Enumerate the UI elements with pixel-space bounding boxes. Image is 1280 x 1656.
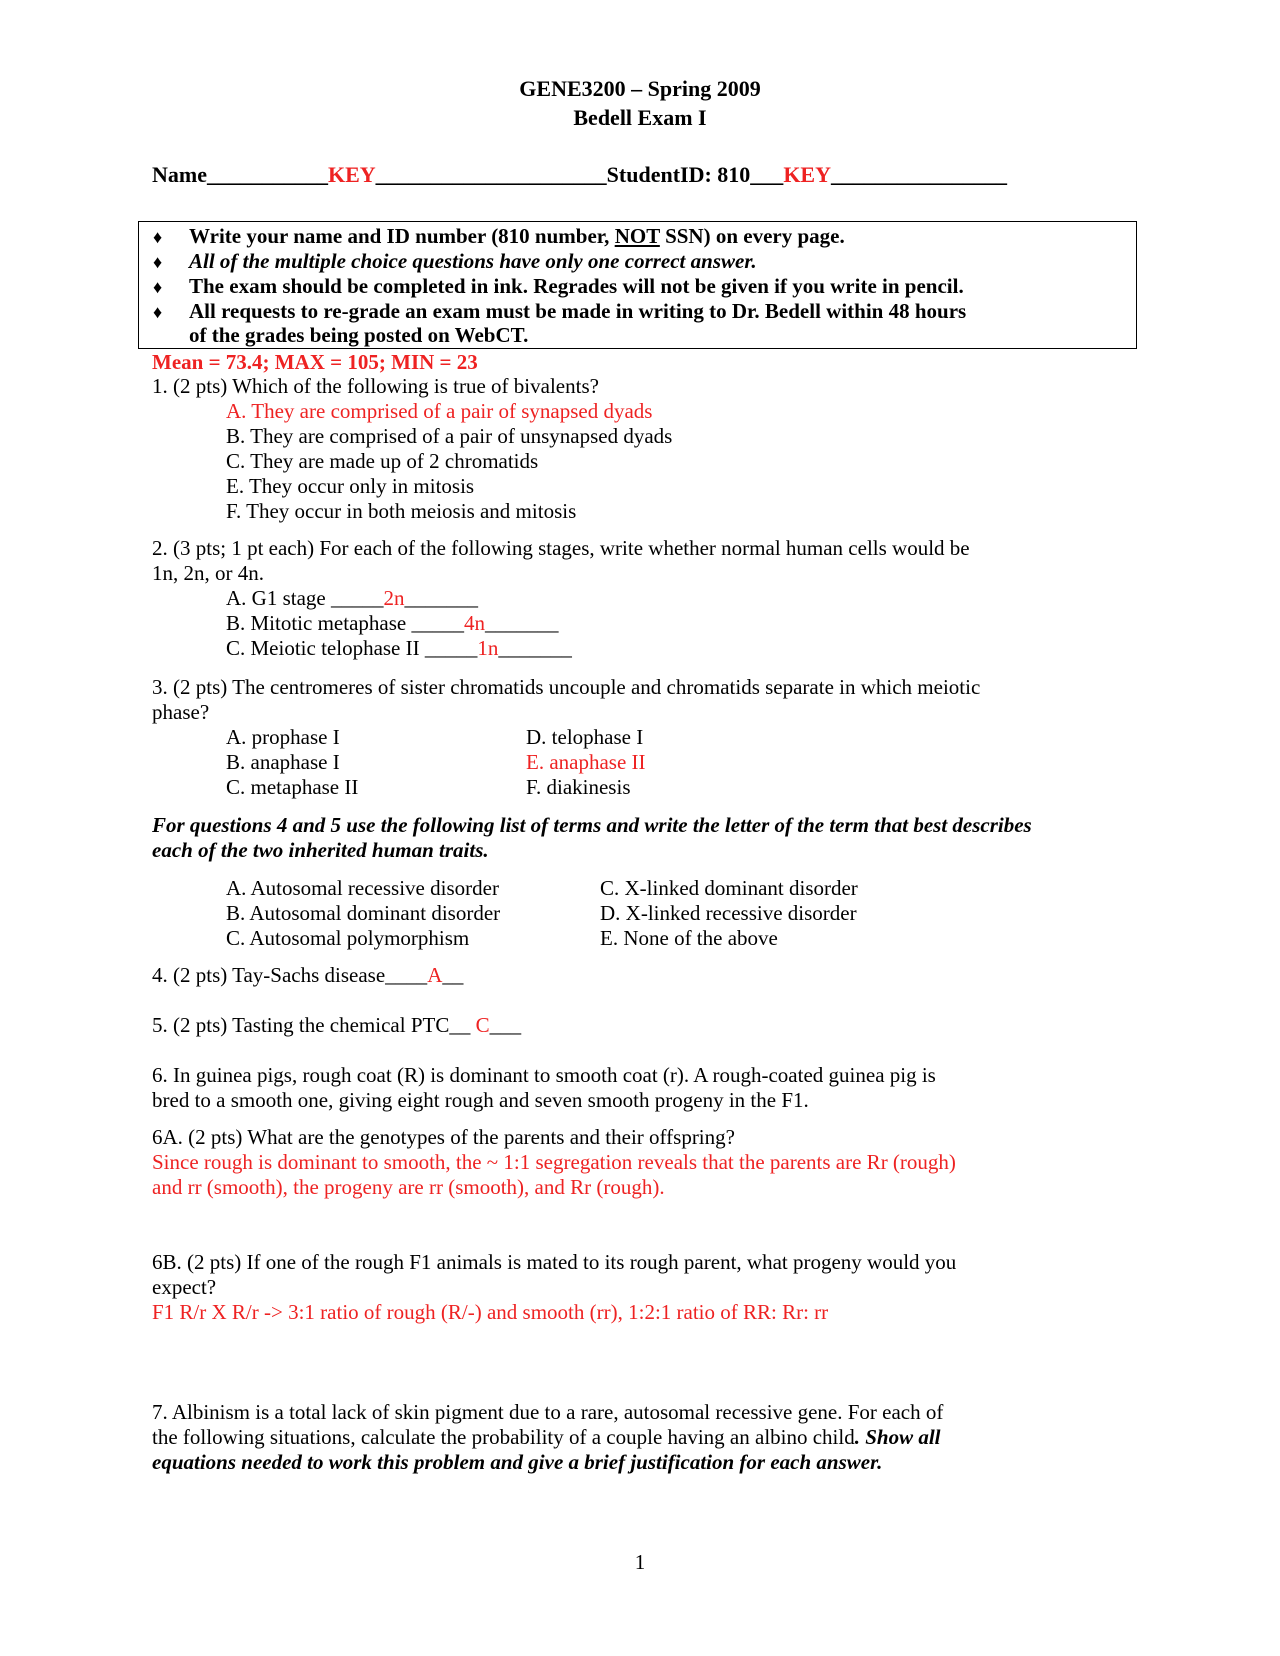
- q5-answer: C: [475, 1013, 490, 1037]
- q1-option-a-correct: A. They are comprised of a pair of synapsed dyads: [226, 399, 653, 423]
- page-number: 1: [634, 1550, 646, 1574]
- q45-term-d: D. X-linked recessive disorder: [600, 901, 857, 925]
- q45-term-b: B. Autosomal dominant disorder: [226, 901, 501, 925]
- q6a-answer-line1: Since rough is dominant to smooth, the ~ 1:1 segregation reveals that the parents are Rr (rough): [152, 1150, 956, 1174]
- q3-option-a: A. prophase I: [226, 725, 340, 749]
- q6-stem-cont: bred to a smooth one, giving eight rough and seven smooth progeny in the F1.: [152, 1088, 809, 1112]
- q4-answer: A: [427, 963, 443, 987]
- q1-option-e: E. They occur only in mitosis: [226, 474, 475, 498]
- diamond-bullet-icon: ♦: [153, 227, 163, 247]
- instruction-line-5: of the grades being posted on WebCT.: [189, 323, 529, 347]
- q45-instructions-cont: each of the two inherited human traits.: [152, 838, 489, 862]
- name-label: Name: [152, 162, 207, 187]
- q45-term-c: C. Autosomal polymorphism: [226, 926, 470, 950]
- q3-option-b: B. anaphase I: [226, 750, 340, 774]
- q1-option-b: B. They are comprised of a pair of unsynapsed dyads: [226, 424, 673, 448]
- q2-stem: 2. (3 pts; 1 pt each) For each of the following stages, write whether normal human cells would be: [152, 536, 970, 560]
- q45-term-a: A. Autosomal recessive disorder: [226, 876, 499, 900]
- q7-stem-cont: the following situations, calculate the probability of a couple having an albino child. Show all: [152, 1425, 941, 1449]
- q45-term-c-xlinked: C. X-linked dominant disorder: [600, 876, 858, 900]
- q1-option-f: F. They occur in both meiosis and mitosis: [226, 499, 577, 523]
- q1-stem: 1. (2 pts) Which of the following is true of bivalents?: [152, 374, 599, 398]
- q3-stem: 3. (2 pts) The centromeres of sister chromatids uncouple and chromatids separate in which meiotic: [152, 675, 981, 699]
- q2-answer-a: 2n: [383, 586, 405, 610]
- diamond-bullet-icon: ♦: [153, 302, 163, 322]
- exam-subtitle: Bedell Exam I: [573, 105, 707, 130]
- q2-answer-c: 1n: [477, 636, 499, 660]
- q3-option-c: C. metaphase II: [226, 775, 359, 799]
- instruction-line-3: ♦ The exam should be completed in ink. Regrades will not be given if you write in pencil.: [153, 274, 964, 298]
- q2-stem-cont: 1n, 2n, or 4n.: [152, 561, 264, 585]
- diamond-bullet-icon: ♦: [153, 277, 163, 297]
- instruction-line-4: ♦ All requests to re-grade an exam must be made in writing to Dr. Bedell within 48 hours: [153, 299, 967, 323]
- name-blank-tail: _____________________: [375, 162, 607, 187]
- name-key: KEY: [327, 162, 376, 187]
- q3-option-e-correct: E. anaphase II: [526, 750, 646, 774]
- instruction-line-1: ♦ Write your name and ID number (810 number, NOT SSN) on every page.: [153, 224, 845, 248]
- q2-part-b: B. Mitotic metaphase _____4n_______: [226, 611, 559, 635]
- q6b-question: 6B. (2 pts) If one of the rough F1 animals is mated to its rough parent, what progeny would you: [152, 1250, 957, 1274]
- q2-part-c: C. Meiotic telophase II _____1n_______: [226, 636, 572, 660]
- exam-course-title: GENE3200 – Spring 2009: [519, 76, 761, 101]
- q6-stem: 6. In guinea pigs, rough coat (R) is dominant to smooth coat (r). A rough-coated guinea pig is: [152, 1063, 936, 1087]
- q6a-question: 6A. (2 pts) What are the genotypes of the parents and their offspring?: [152, 1125, 735, 1149]
- name-id-row: [152, 162, 1007, 187]
- q5-row: 5. (2 pts) Tasting the chemical PTC__ C___: [152, 1013, 522, 1037]
- instruction-line-2: ♦ All of the multiple choice questions have only one correct answer.: [153, 249, 757, 273]
- q3-option-d: D. telophase I: [526, 725, 644, 749]
- q45-term-e: E. None of the above: [600, 926, 778, 950]
- q3-stem-cont: phase?: [152, 700, 210, 724]
- q4-row: 4. (2 pts) Tay-Sachs disease____A__: [152, 963, 464, 987]
- not-underlined: NOT: [614, 224, 660, 248]
- q3-option-f: F. diakinesis: [526, 775, 631, 799]
- q7-instructions: equations needed to work this problem and give a brief justification for each answer.: [152, 1450, 883, 1474]
- q6b-answer: F1 R/r X R/r -> 3:1 ratio of rough (R/-) and smooth (rr), 1:2:1 ratio of RR: Rr: rr: [152, 1300, 829, 1324]
- q45-instructions: For questions 4 and 5 use the following list of terms and write the letter of the term that best describes: [152, 813, 1032, 837]
- q2-answer-b: 4n: [463, 611, 485, 635]
- q2-part-a: A. G1 stage _____2n_______: [226, 586, 478, 610]
- student-id-blank: ________________: [831, 162, 1007, 187]
- student-id-label: StudentID: 810___: [606, 162, 784, 187]
- diamond-bullet-icon: ♦: [153, 252, 163, 272]
- name-blank: ___________: [206, 162, 328, 187]
- q1-option-c: C. They are made up of 2 chromatids: [226, 449, 539, 473]
- q6a-answer-line2: and rr (smooth), the progeny are rr (smooth), and Rr (rough).: [152, 1175, 665, 1199]
- q7-stem: 7. Albinism is a total lack of skin pigment due to a rare, autosomal recessive gene. For each of: [152, 1400, 944, 1424]
- exam-statistics: Mean = 73.4; MAX = 105; MIN = 23: [152, 350, 478, 374]
- q6b-question-cont: expect?: [152, 1275, 217, 1299]
- student-id-key: KEY: [783, 162, 831, 187]
